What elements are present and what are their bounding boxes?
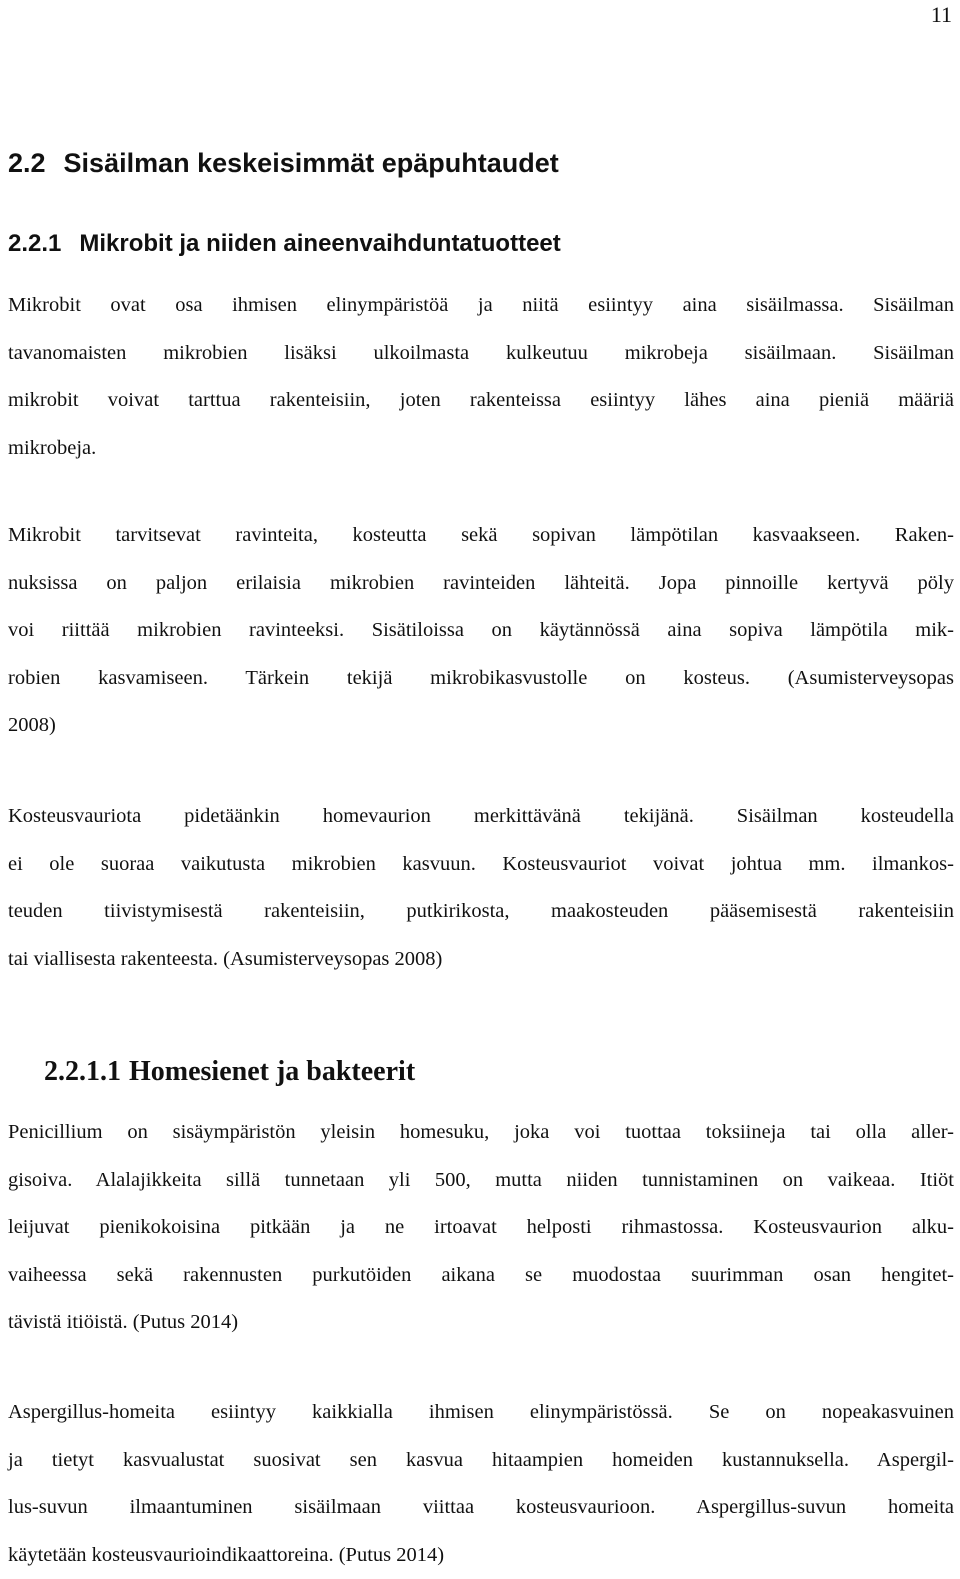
text-line: nuksissa on paljon erilaisia mikrobien ravinteiden lähteitä. Jopa pinnoille kertyvä pöly [8, 560, 954, 608]
text-line: mikrobeja. [8, 425, 954, 473]
section-number: 2.2 [8, 148, 46, 178]
text-line: Mikrobit tarvitsevat ravinteita, kosteutta sekä sopivan lämpötilan kasvaakseen. Raken- [8, 512, 954, 560]
page-number: 11 [931, 2, 952, 28]
subsubsection-heading [44, 1056, 415, 1088]
text-line: tavanomaisten mikrobien lisäksi ulkoilmasta kulkeutuu mikrobeja sisäilmaan. Sisäilman [8, 330, 954, 378]
text-line: gisoiva. Alalajikkeita sillä tunnetaan yli 500, mutta niiden tunnistaminen on vaikeaa. Itiöt [8, 1157, 954, 1205]
text-line: vaiheessa sekä rakennusten purkutöiden aikana se muodostaa suurimman osan hengitet- [8, 1252, 954, 1300]
text-line: leijuvat pienikokoisina pitkään ja ne irtoavat helposti rihmastossa. Kosteusvaurion alku- [8, 1204, 954, 1252]
text-line: Penicillium on sisäympäristön yleisin homesuku, joka voi tuottaa toksiineja tai olla aller- [8, 1109, 954, 1157]
paragraph-microbe-nutrients [8, 512, 954, 750]
paragraph-moisture-damage [8, 793, 954, 983]
subsection-number: 2.2.1 [8, 230, 61, 257]
text-line: lus-suvun ilmaantuminen sisäilmaan viittaa kosteusvaurioon. Aspergillus-suvun homeita [8, 1484, 954, 1532]
subsubsection-title: Homesienet ja bakteerit [129, 1056, 415, 1087]
text-line: mikrobit voivat tarttua rakenteisiin, joten rakenteissa esiintyy lähes aina pieniä määriä [8, 377, 954, 425]
text-line: Mikrobit ovat osa ihmisen elinympäristöä ja niitä esiintyy aina sisäilmassa. Sisäilman [8, 282, 954, 330]
text-line: käytetään kosteusvaurioindikaattoreina. (Putus 2014) [8, 1532, 954, 1579]
text-line: Aspergillus-homeita esiintyy kaikkialla ihmisen elinympäristössä. Se on nopeakasvuinen [8, 1389, 954, 1437]
text-line: teuden tiivistymisestä rakenteisiin, putkirikosta, maakosteuden pääsemisestä rakenteisiin [8, 888, 954, 936]
subsection-heading [8, 230, 561, 258]
text-line: 2008) [8, 702, 954, 750]
text-line: robien kasvamiseen. Tärkein tekijä mikrobikasvustolle on kosteus. (Asumisterveysopas [8, 655, 954, 703]
text-line: Kosteusvauriota pidetäänkin homevaurion merkittävänä tekijänä. Sisäilman kosteudella [8, 793, 954, 841]
text-line: ja tietyt kasvualustat suosivat sen kasvua hitaampien homeiden kustannuksella. Aspergil- [8, 1437, 954, 1485]
section-title: Sisäilman keskeisimmät epäpuhtaudet [64, 148, 559, 178]
paragraph-microbes-intro [8, 282, 954, 472]
text-line: voi riittää mikrobien ravinteeksi. Sisätiloissa on käytännössä aina sopiva lämpötila mik- [8, 607, 954, 655]
subsubsection-number: 2.2.1.1 [44, 1056, 121, 1087]
section-heading [8, 148, 559, 179]
paragraph-penicillium [8, 1109, 954, 1347]
subsection-title: Mikrobit ja niiden aineenvaihduntatuotteet [79, 230, 560, 257]
text-line: tai viallisesta rakenteesta. (Asumisterveysopas 2008) [8, 936, 954, 984]
text-line: tävistä itiöistä. (Putus 2014) [8, 1299, 954, 1347]
paragraph-aspergillus [8, 1389, 954, 1579]
text-line: ei ole suoraa vaikutusta mikrobien kasvuun. Kosteusvauriot voivat johtua mm. ilmankos- [8, 841, 954, 889]
